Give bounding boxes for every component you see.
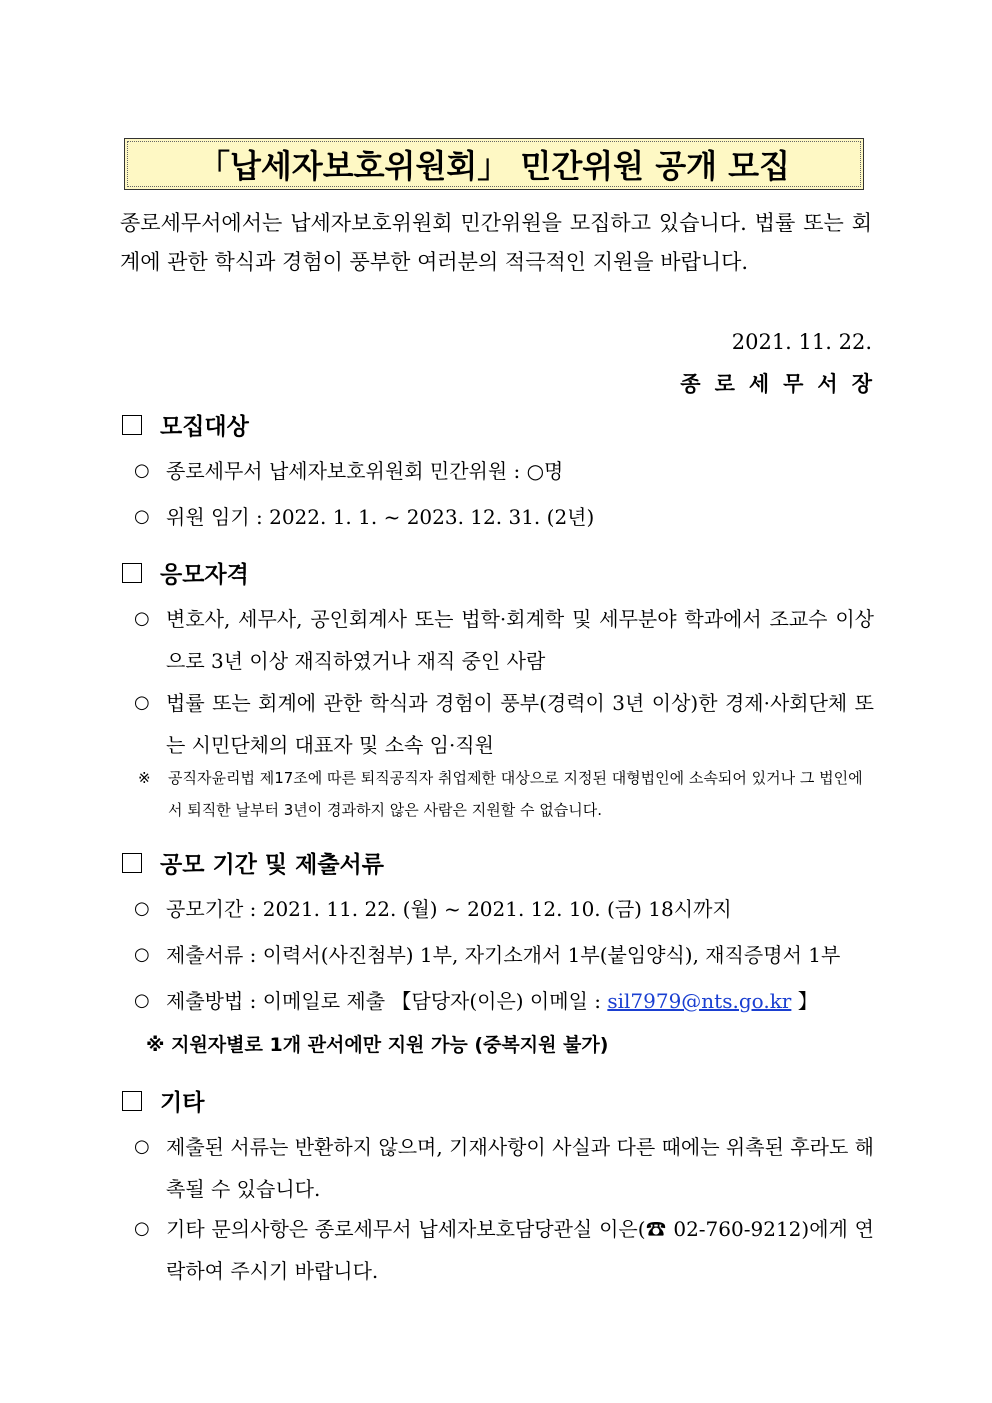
circle-bullet-icon: ○ bbox=[134, 692, 150, 713]
list-item bbox=[134, 934, 874, 976]
email-link[interactable]: sil7979@nts.go.kr bbox=[607, 989, 792, 1013]
checkbox-square-icon bbox=[122, 415, 142, 435]
section-heading-other bbox=[122, 1084, 204, 1117]
list-item bbox=[134, 1126, 874, 1210]
checkbox-square-icon bbox=[122, 1091, 142, 1111]
circle-bullet-icon: ○ bbox=[134, 990, 150, 1011]
checkbox-square-icon bbox=[122, 563, 142, 583]
note-mark-icon: ※ bbox=[138, 769, 151, 787]
section-heading-label: 모집대상 bbox=[160, 414, 249, 440]
eligibility-note bbox=[138, 762, 868, 826]
section-heading-period-documents bbox=[122, 846, 384, 879]
duplicate-application-note: ※ 지원자별로 1개 관서에만 지원 가능 (중복지원 불가) bbox=[146, 1034, 609, 1056]
list-item bbox=[134, 682, 874, 766]
title-box bbox=[124, 138, 864, 190]
list-item bbox=[134, 496, 874, 538]
list-item-text: 제출된 서류는 반환하지 않으며, 기재사항이 사실과 다른 때에는 위촉된 후라도 해촉될 수 있습니다. bbox=[166, 1135, 874, 1201]
section-heading-label: 응모자격 bbox=[160, 562, 249, 588]
list-item-text: 공모기간 : 2021. 11. 22. (월) ~ 2021. 12. 10. (금) 18시까지 bbox=[166, 897, 732, 921]
list-item-submission-method bbox=[134, 980, 874, 1022]
section-heading-qualifications bbox=[122, 556, 249, 589]
method-label: 제출방법 : 이메일로 제출 【담당자(이은) 이메일 : bbox=[166, 989, 608, 1013]
section-heading-recruitment-target bbox=[122, 408, 249, 441]
circle-bullet-icon: ○ bbox=[134, 506, 150, 527]
page-title: 「납세자보호위원회」 민간위원 공개 모집 bbox=[197, 147, 790, 185]
list-item-text bbox=[166, 980, 874, 1022]
section-heading-label: 공모 기간 및 제출서류 bbox=[160, 852, 384, 878]
circle-bullet-icon: ○ bbox=[134, 1218, 150, 1239]
intro-paragraph: 종로세무서에서는 납세자보호위원회 민간위원을 모집하고 있습니다. 법률 또는 회계에 관한 학식과 경험이 풍부한 여러분의 적극적인 지원을 바랍니다. bbox=[120, 211, 872, 274]
section-heading-label: 기타 bbox=[160, 1090, 205, 1116]
list-item bbox=[134, 598, 874, 682]
circle-bullet-icon: ○ bbox=[134, 898, 150, 919]
list-item-text: 종로세무서 납세자보호위원회 민간위원 : ○명 bbox=[166, 459, 564, 483]
list-item-text: 변호사, 세무사, 공인회계사 또는 법학·회계학 및 세무분야 학과에서 조교수 이상으로 3년 이상 재직하였거나 재직 중인 사람 bbox=[166, 607, 874, 673]
issue-date: 2021. 11. 22. bbox=[731, 330, 872, 354]
list-item bbox=[134, 450, 874, 492]
circle-bullet-icon: ○ bbox=[134, 608, 150, 629]
circle-bullet-icon: ○ bbox=[134, 460, 150, 481]
list-item-text: 법률 또는 회계에 관한 학식과 경험이 풍부(경력이 3년 이상)한 경제·사회단체 또는 시민단체의 대표자 및 소속 임·직원 bbox=[166, 691, 874, 757]
list-item-text: 위원 임기 : 2022. 1. 1. ~ 2023. 12. 31. (2년) bbox=[166, 505, 595, 529]
method-end: 】 bbox=[791, 989, 818, 1013]
list-item-text: 기타 문의사항은 종로세무서 납세자보호담당관실 이은(☎ 02-760-9212)에게 연락하여 주시기 바랍니다. bbox=[166, 1217, 874, 1283]
list-item bbox=[134, 888, 874, 930]
circle-bullet-icon: ○ bbox=[134, 1136, 150, 1157]
signer: 종로세무서장 bbox=[680, 371, 886, 396]
circle-bullet-icon: ○ bbox=[134, 944, 150, 965]
list-item bbox=[134, 1208, 874, 1292]
list-item-text: 제출서류 : 이력서(사진첨부) 1부, 자기소개서 1부(붙임양식), 재직증명서 1부 bbox=[166, 943, 841, 967]
checkbox-square-icon bbox=[122, 853, 142, 873]
note-text: 공직자윤리법 제17조에 따른 퇴직공직자 취업제한 대상으로 지정된 대형법인에 소속되어 있거나 그 법인에서 퇴직한 날부터 3년이 경과하지 않은 사람은 지원할 수 없습니다. bbox=[168, 769, 863, 819]
